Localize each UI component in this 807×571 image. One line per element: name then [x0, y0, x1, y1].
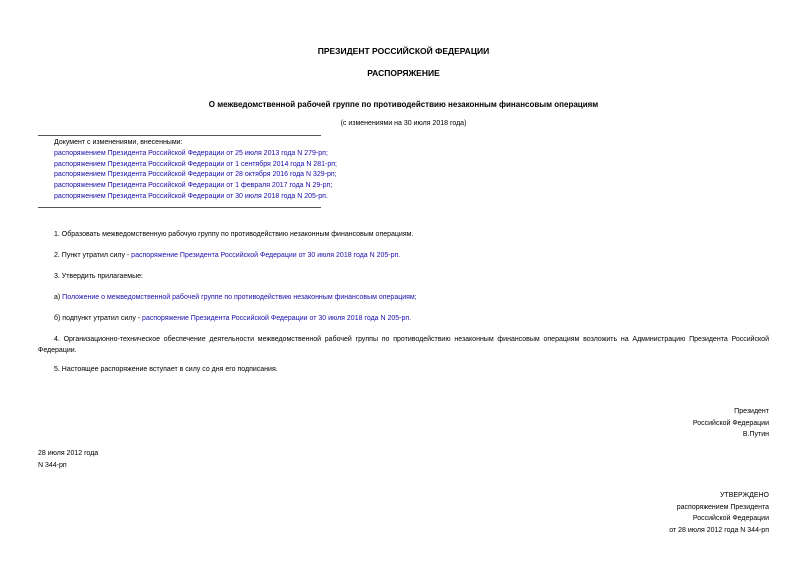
paragraph-4: 4. Организационно-техническое обеспечение деятельности межведомственной рабочей группы по противодействию незаконным финансовым операциям возложить на Администрацию Президента Российской Федерации.	[38, 336, 769, 354]
document-title: О межведомственной рабочей группе по противодействию незаконным финансовым операциям	[208, 100, 599, 109]
approved-date: от 28 июля 2012 года N 344-рп	[669, 526, 769, 534]
paragraph-3b-link[interactable]: распоряжение Президента Российской Федерации от 30 июля 2018 года N 205-рп.	[142, 315, 412, 322]
divider-bottom	[38, 207, 321, 208]
paragraph-3a-text: а)	[54, 294, 63, 301]
approved-block	[669, 490, 769, 536]
regulation-link[interactable]: Положение о межведомственной рабочей группе по противодействию незаконным финансовым операциям;	[62, 294, 417, 301]
date-block	[38, 448, 98, 471]
document-issuer: ПРЕЗИДЕНТ РОССИЙСКОЙ ФЕДЕРАЦИИ	[317, 46, 490, 56]
approved-country: Российской Федерации	[692, 515, 769, 522]
paragraph-2-link[interactable]: распоряжение Президента Российской Федерации от 30 июля 2018 года N 205-рп.	[131, 252, 401, 259]
approved-label: УТВЕРЖДЕНО	[719, 492, 769, 499]
paragraph-3b-text: б) подпункт утратил силу -	[54, 315, 143, 322]
approved-by: распоряжением Президента	[676, 503, 769, 511]
paragraph-3: 3. Утвердить прилагаемые:	[54, 273, 143, 280]
divider-top	[38, 135, 321, 136]
change-link[interactable]: распоряжением Президента Российской Федерации от 1 февраля 2017 года N 29-рп;	[54, 182, 333, 190]
paragraph-2-text: 2. Пункт утратил силу -	[54, 252, 132, 259]
change-link[interactable]: распоряжением Президента Российской Федерации от 1 сентября 2014 года N 281-рп;	[54, 160, 337, 168]
paragraph-1: 1. Образовать межведомственную рабочую группу по противодействию незаконным финансовым операциям.	[54, 231, 414, 238]
change-link[interactable]: распоряжением Президента Российской Федерации от 28 октября 2016 года N 329-рп;	[54, 171, 337, 179]
document-type: РАСПОРЯЖЕНИЕ	[367, 68, 440, 78]
document-number: N 344-рп	[38, 461, 67, 469]
paragraph-2	[54, 252, 400, 259]
paragraph-3b	[54, 315, 411, 322]
paragraph-3a	[54, 294, 417, 301]
signature-block	[693, 406, 769, 441]
amendments-note: (с изменениями на 30 июля 2018 года)	[340, 120, 467, 127]
changes-intro: Документ с изменениями, внесенными:	[54, 139, 183, 146]
signature-title: Президент	[734, 408, 769, 415]
changes-block	[54, 138, 337, 203]
change-link[interactable]: распоряжением Президента Российской Федерации от 30 июля 2018 года N 205-рп.	[54, 192, 328, 200]
paragraph-5: 5. Настоящее распоряжение вступает в силу со дня его подписания.	[54, 366, 278, 373]
change-link[interactable]: распоряжением Президента Российской Федерации от 25 июля 2013 года N 279-рп;	[54, 149, 328, 157]
signature-country: Российской Федерации	[692, 419, 769, 427]
signature-name: В.Путин	[742, 431, 769, 438]
document-date: 28 июля 2012 года	[38, 450, 99, 457]
